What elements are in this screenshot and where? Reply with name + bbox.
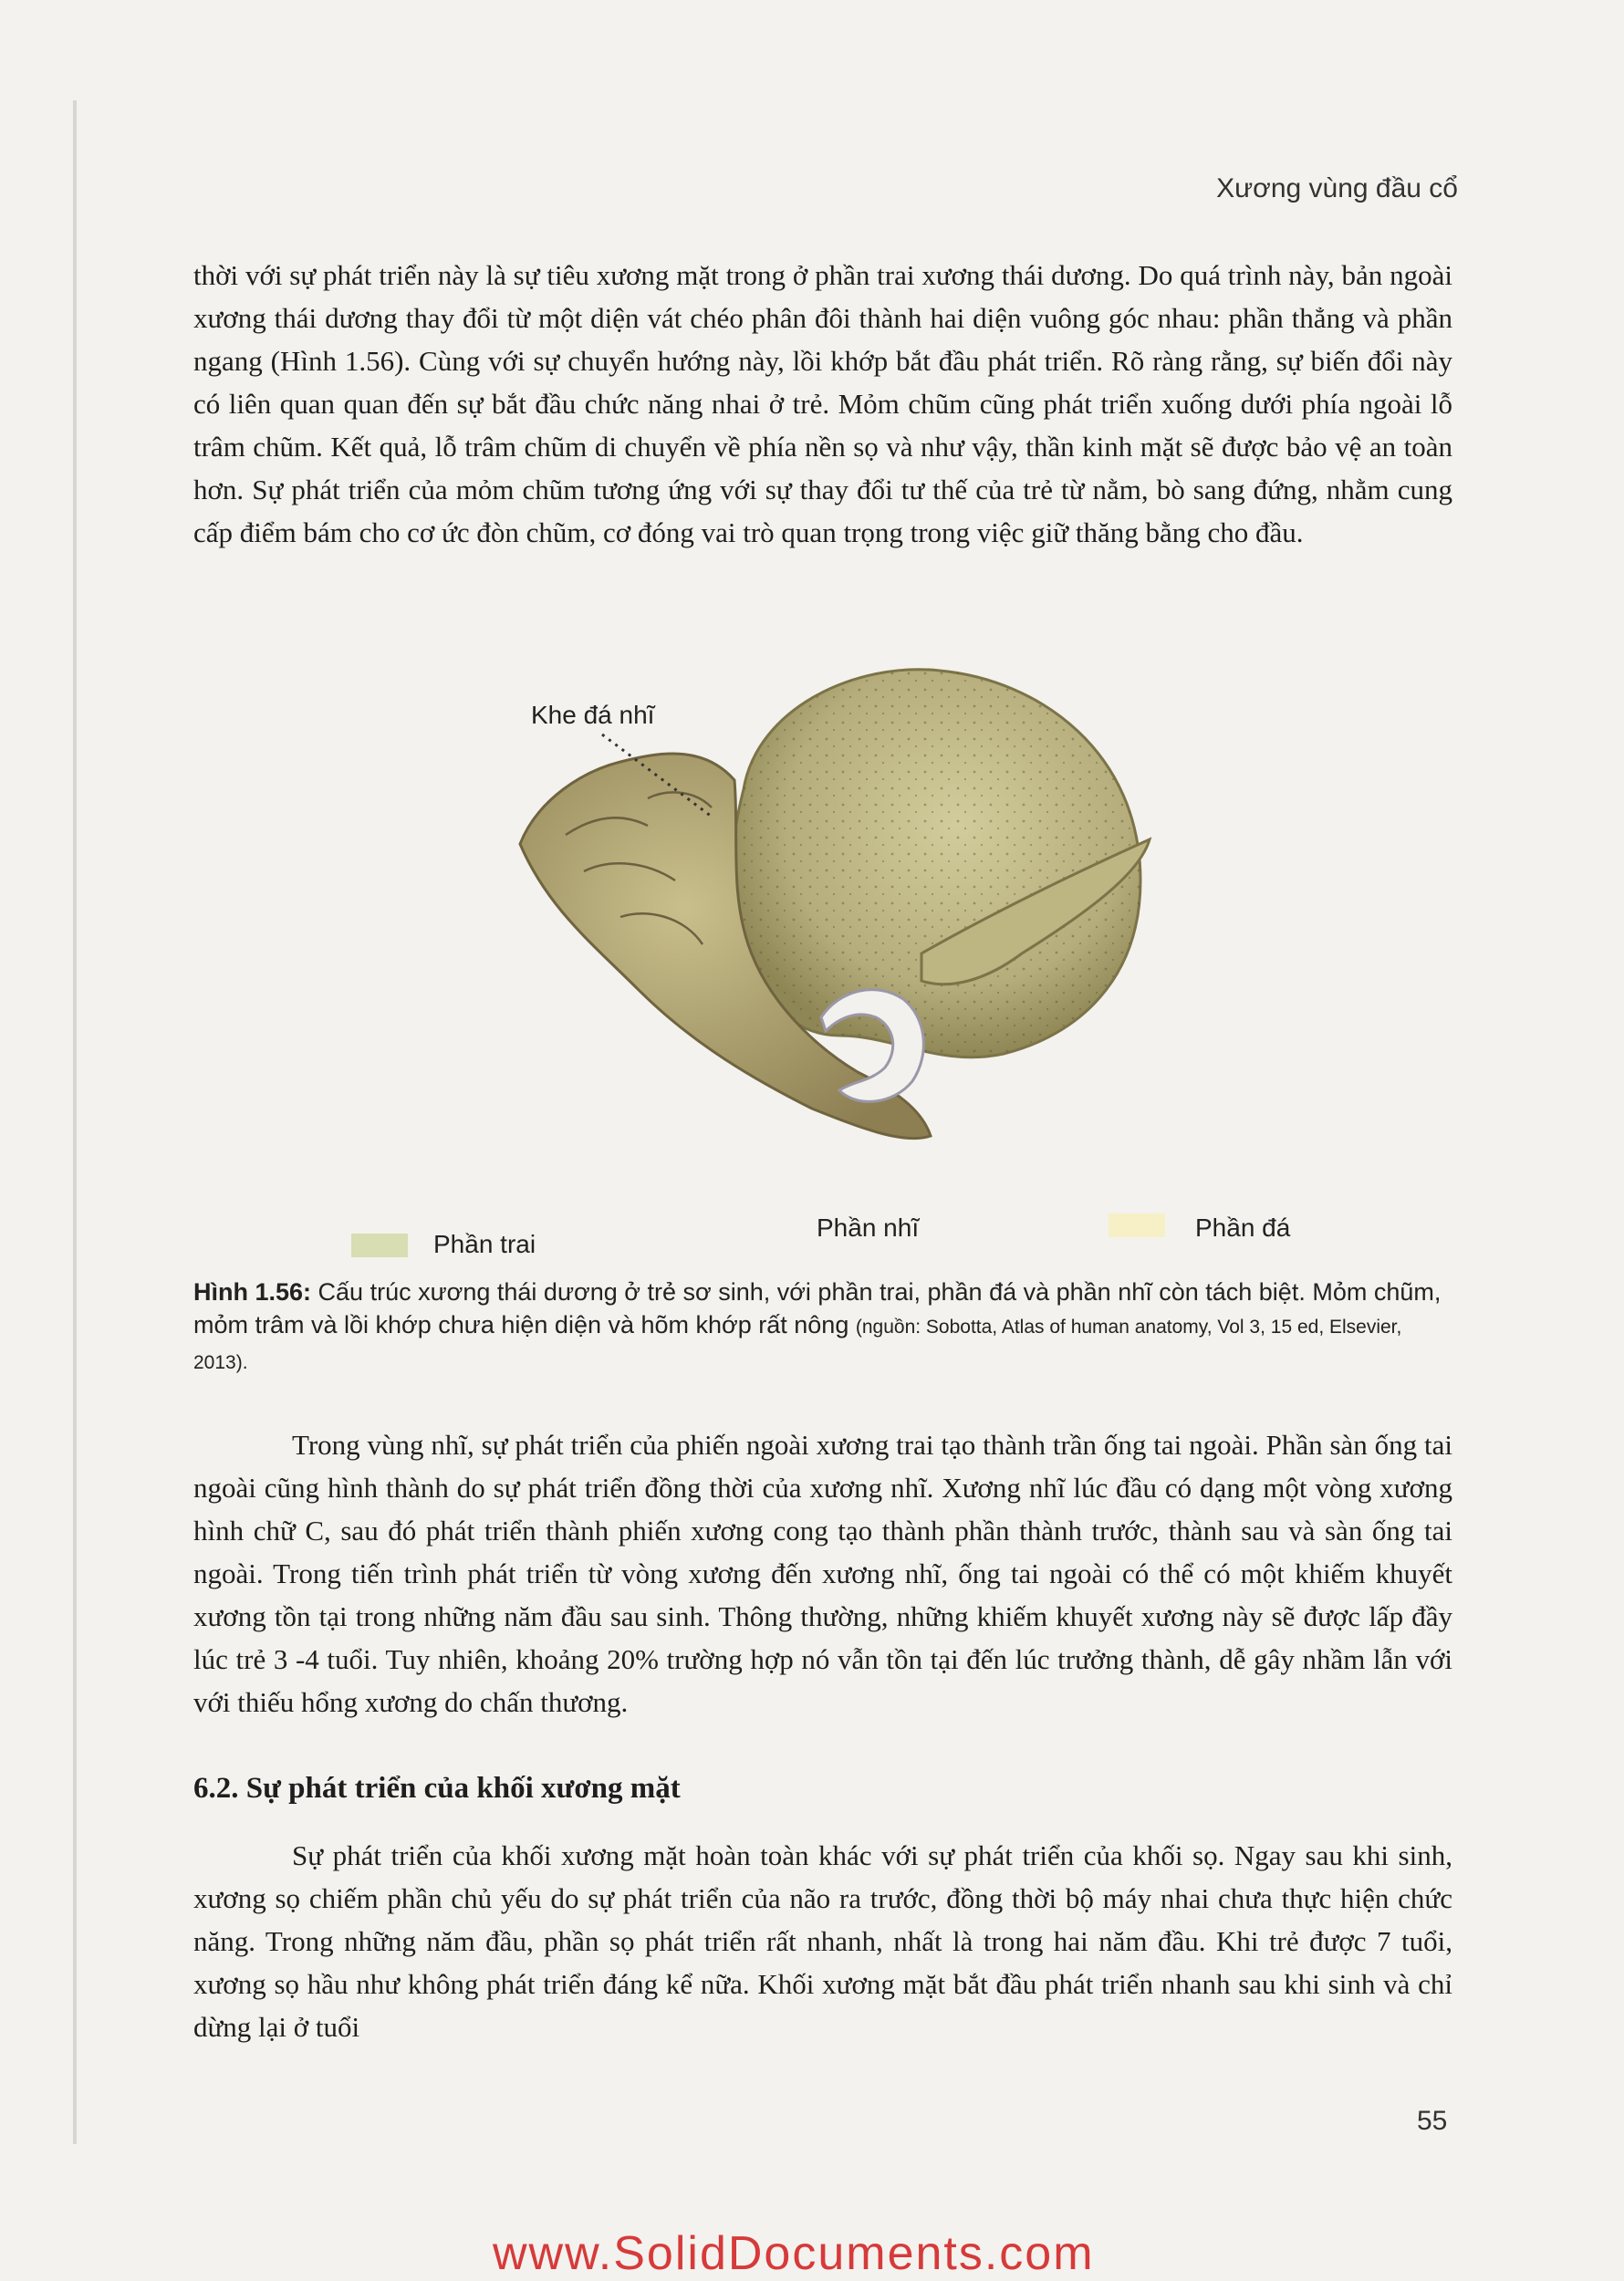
label-petrotympanic-fissure: Khe đá nhĩ xyxy=(531,701,655,729)
legend-swatch-petrous xyxy=(1109,1213,1165,1237)
scan-edge-shadow xyxy=(73,100,77,2144)
legend-label-squamous: Phần trai xyxy=(433,1230,536,1258)
caption-text: Cấu trúc xương thái dương ở trẻ sơ sinh, với phần trai, phần đá và phần nhĩ còn tách biệt. Mỏm chũm, mỏm trâm và lồi khớp chưa hiện diện và hõm khớp rất nông xyxy=(193,1278,1442,1338)
section-heading: 6.2. Sự phát triển của khối xương mặt xyxy=(193,1772,681,1805)
temporal-bone-illustration xyxy=(511,652,1168,1200)
watermark-text: www.SolidDocuments.com xyxy=(493,2227,1095,2280)
paragraph-tympanic: Trong vùng nhĩ, sự phát triển của phiến ngoài xương trai tạo thành trần ống tai ngoài. Phần sàn ống tai ngoài cũng hình thành do sự phát triển đồng thời của xương nhĩ. Xương nhĩ lúc đầu có dạng một vòng xương hình chữ C, sau đó phát triển thành phiến xương cong tạo thành phần thành trước, thành sau và sàn ống tai ngoài. Trong tiến trình phát triển từ vòng xương đến xương nhĩ, ống tai ngoài có thể có một khiếm khuyết xương tồn tại trong những năm đầu sau sinh. Thông thường, những khiếm khuyết xương này sẽ được lấp đầy lúc trẻ 3 -4 tuổi. Tuy nhiên, khoảng 20% trường hợp nó vẫn tồn tại đến lúc trưởng thành, dễ gây nhầm lẫn với với thiếu hổng xương do chấn thương. xyxy=(193,1429,1452,1718)
legend-label-tympanic: Phần nhĩ xyxy=(817,1213,920,1242)
legend-label-petrous: Phần đá xyxy=(1195,1213,1291,1242)
caption-source: (nguồn: Sobotta, Atlas of human anatomy, Vol 3, 15 ed, Elsevier, 2013). xyxy=(193,1317,1402,1373)
figure-caption xyxy=(193,1276,1452,1380)
legend-swatch-squamous xyxy=(351,1234,408,1257)
paragraph-facial-growth: Sự phát triển của khối xương mặt hoàn toàn khác với sự phát triển của khối sọ. Ngay sau khi sinh, xương sọ chiếm phần chủ yếu do sự phát triển của não ra trước, đồng thời bộ máy nhai chưa thực hiện chức năng. Trong những năm đầu, phần sọ phát triển rất nhanh, nhất là trong hai năm đầu. Khi trẻ được 7 tuổi, xương sọ hầu như không phát triển đáng kể nữa. Khối xương mặt bắt đầu phát triển nhanh sau khi sinh và chỉ dừng lại ở tuổi xyxy=(193,1839,1452,2043)
running-header: Xương vùng đầu cổ xyxy=(1216,173,1458,203)
page-number: 55 xyxy=(1417,2106,1448,2136)
caption-label: Hình 1.56: xyxy=(193,1278,312,1306)
paragraph-intro: thời với sự phát triển này là sự tiêu xương mặt trong ở phần trai xương thái dương. Do quá trình này, bản ngoài xương thái dương thay đổi từ một diện vát chéo phân đôi thành hai diện vuông góc nhau: phần thẳng và phần ngang (Hình 1.56). Cùng với sự chuyển hướng này, lồi khớp bắt đầu phát triển. Rõ ràng rằng, sự biến đổi này có liên quan quan đến sự bắt đầu chức năng nhai ở trẻ. Mỏm chũm cũng phát triển xuống dưới phía ngoài lỗ trâm chũm. Kết quả, lỗ trâm chũm di chuyển về phía nền sọ và như vậy, thần kinh mặt sẽ được bảo vệ an toàn hơn. Sự phát triển của mỏm chũm tương ứng với sự thay đổi tư thế của trẻ từ nằm, bò sang đứng, nhằm cung cấp điểm bám cho cơ ức đòn chũm, cơ đóng vai trò quan trọng trong việc giữ thăng bằng cho đầu. xyxy=(193,259,1452,548)
